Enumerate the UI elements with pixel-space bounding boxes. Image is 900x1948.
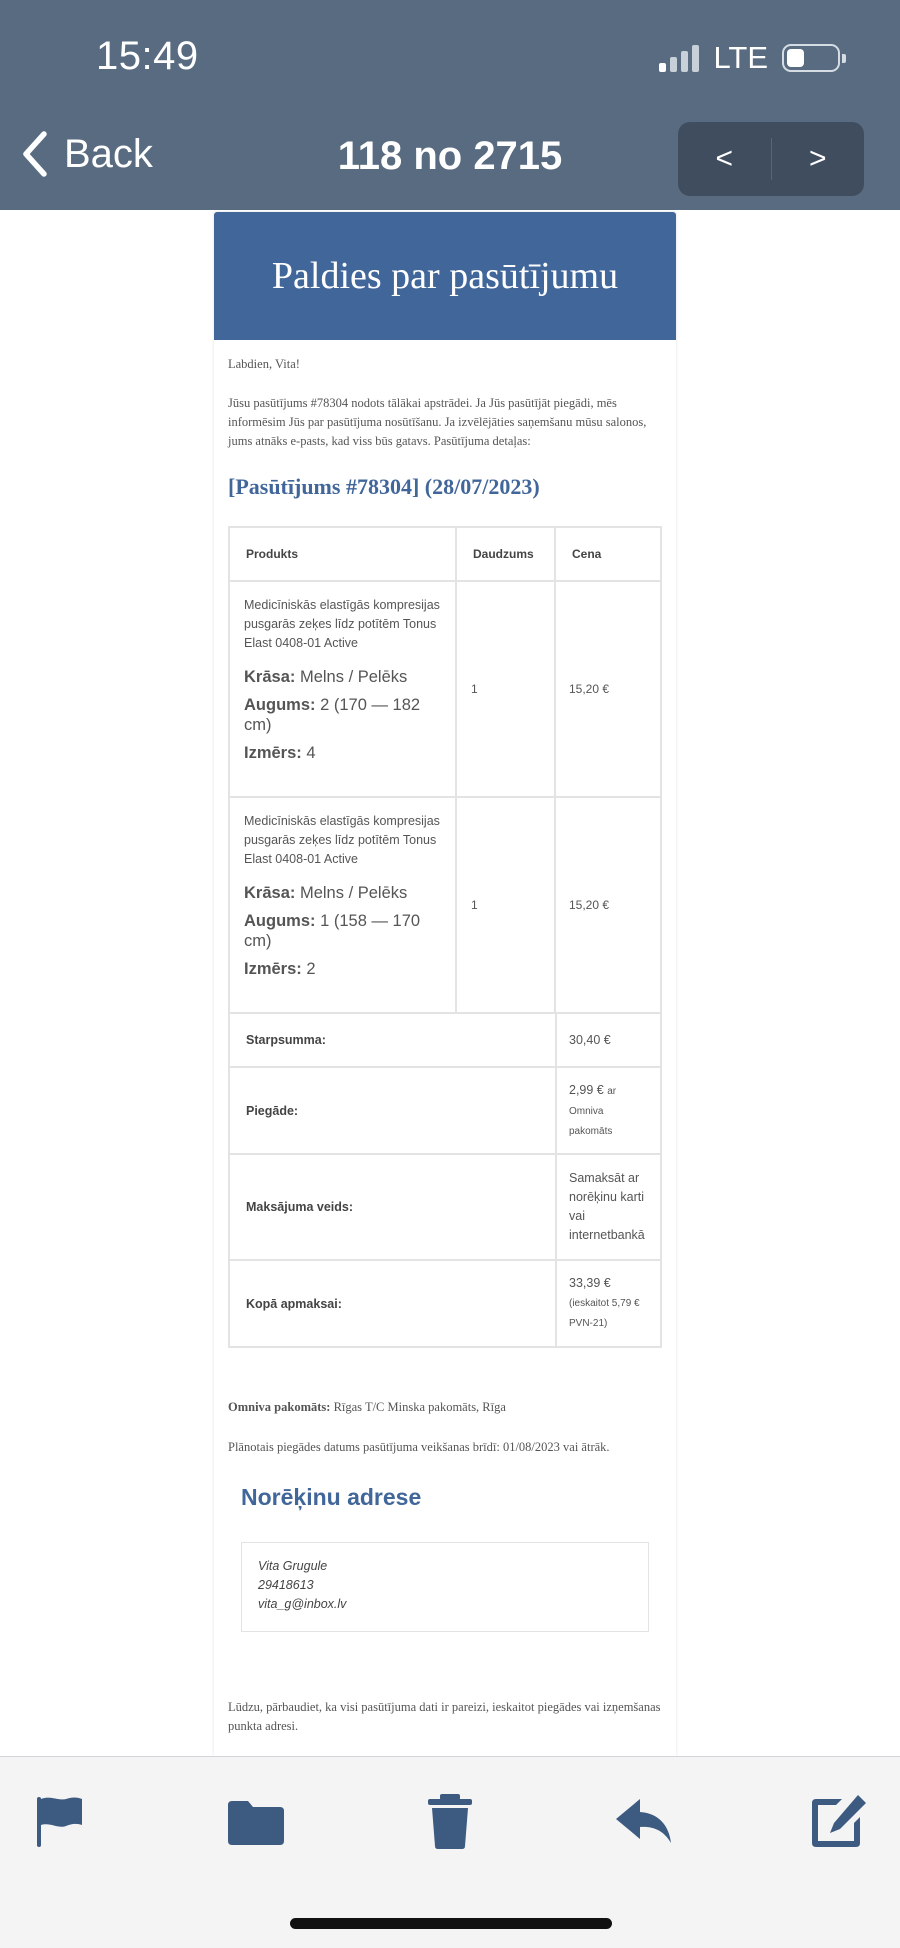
item-color: Krāsa: Melns / Pelēks bbox=[244, 884, 408, 902]
item-quantity: 1 bbox=[456, 797, 555, 1013]
item-quantity: 1 bbox=[456, 581, 555, 797]
item-description bbox=[229, 581, 456, 797]
status-time: 15:49 bbox=[96, 34, 199, 78]
message-counter: 118 no 2715 bbox=[337, 134, 563, 178]
billing-address-box bbox=[241, 1542, 649, 1632]
battery-icon bbox=[782, 44, 840, 72]
order-table bbox=[228, 526, 662, 1014]
compose-button[interactable] bbox=[808, 1791, 868, 1851]
billing-name: Vita Grugule bbox=[258, 1559, 328, 1573]
item-size: Izmērs: 4 bbox=[244, 744, 316, 762]
item-price: 15,20 € bbox=[555, 797, 661, 1013]
subtotal-value: 30,40 € bbox=[556, 1013, 661, 1067]
banner-title: Paldies par pasūtījumu bbox=[271, 255, 619, 297]
back-label: Back bbox=[64, 131, 153, 176]
signal-icon bbox=[659, 44, 699, 72]
item-name: Medicīniskās elastīgās kompresijas pusgarās zeķes līdz potītēm Tonus Elast 0408-01 Active bbox=[244, 598, 440, 650]
home-indicator[interactable] bbox=[290, 1918, 612, 1929]
compose-icon bbox=[808, 1791, 868, 1851]
payment-label: Maksājuma veids: bbox=[229, 1154, 556, 1260]
order-item-row bbox=[229, 797, 661, 1013]
item-height: Augums: 2 (170 — 182 cm) bbox=[244, 696, 421, 734]
greeting: Labdien, Vita! bbox=[228, 357, 300, 371]
item-name: Medicīniskās elastīgās kompresijas pusgarās zeķes līdz potītēm Tonus Elast 0408-01 Active bbox=[244, 814, 440, 866]
order-table-header bbox=[229, 527, 661, 581]
reply-icon bbox=[614, 1791, 674, 1851]
item-color: Krāsa: Melns / Pelēks bbox=[244, 668, 408, 686]
totals-table bbox=[228, 1012, 662, 1348]
planned-delivery: Plānotais piegādes datums pasūtījuma veikšanas brīdī: 01/08/2023 vai ātrāk. bbox=[228, 1440, 610, 1454]
move-to-folder-button[interactable] bbox=[226, 1791, 286, 1851]
shipping-row bbox=[229, 1067, 661, 1154]
reply-button[interactable] bbox=[614, 1791, 674, 1851]
shipping-value: 2,99 € ar Omniva pakomāts bbox=[556, 1067, 661, 1154]
total-value: 33,39 € (ieskaitot 5,79 € PVN-21) bbox=[556, 1260, 661, 1347]
pickup-point: Omniva pakomāts: Rīgas T/C Minska pakomāts, Rīga bbox=[228, 1400, 506, 1414]
order-title: [Pasūtījums #78304] (28/07/2023) bbox=[228, 474, 540, 499]
flag-icon bbox=[30, 1791, 90, 1851]
email-banner bbox=[214, 212, 676, 340]
shipping-label: Piegāde: bbox=[229, 1067, 556, 1154]
check-note: Lūdzu, pārbaudiet, ka visi pasūtījuma dati ir pareizi, ieskaitot piegādes vai izņemšanas punkta adresi. bbox=[228, 1700, 661, 1733]
previous-message-button[interactable]: < bbox=[715, 142, 734, 175]
email-body bbox=[214, 212, 676, 1756]
item-size: Izmērs: 2 bbox=[244, 960, 316, 978]
flag-button[interactable] bbox=[30, 1791, 90, 1851]
item-description bbox=[229, 797, 456, 1013]
billing-email[interactable]: vita_g@inbox.lv bbox=[258, 1597, 347, 1611]
item-price: 15,20 € bbox=[555, 581, 661, 797]
trash-icon bbox=[420, 1791, 480, 1851]
order-item-row bbox=[229, 581, 661, 797]
header-price: Cena bbox=[555, 527, 661, 581]
total-row bbox=[229, 1260, 661, 1347]
header-quantity: Daudzums bbox=[456, 527, 555, 581]
total-label: Kopā apmaksai: bbox=[229, 1260, 556, 1347]
next-message-button[interactable]: > bbox=[808, 142, 827, 175]
item-height: Augums: 1 (158 — 170 cm) bbox=[244, 912, 421, 950]
status-indicators bbox=[659, 40, 840, 76]
payment-row bbox=[229, 1154, 661, 1260]
top-bar bbox=[0, 0, 900, 210]
subtotal-label: Starpsumma: bbox=[229, 1013, 556, 1067]
payment-value: Samaksāt ar norēķinu karti vai internetbankā bbox=[556, 1154, 661, 1260]
billing-heading: Norēķinu adrese bbox=[241, 1484, 422, 1510]
message-pager bbox=[678, 122, 864, 196]
billing-phone[interactable]: 29418613 bbox=[258, 1578, 314, 1592]
header-product: Produkts bbox=[229, 527, 456, 581]
delete-button[interactable] bbox=[420, 1791, 480, 1851]
network-type: LTE bbox=[713, 40, 768, 75]
subtotal-row bbox=[229, 1013, 661, 1067]
folder-icon bbox=[226, 1791, 286, 1851]
intro-text: Jūsu pasūtījums #78304 nodots tālākai apstrādei. Ja Jūs pasūtījāt piegādi, mēs informēsim Jūs par pasūtījuma nosūtīšanu. Ja izvēlējāties saņemšanu mūsu salonos, jums atnāks e-pasts, kad viss būs gatavs. Pasūtījuma detaļas: bbox=[228, 396, 647, 448]
